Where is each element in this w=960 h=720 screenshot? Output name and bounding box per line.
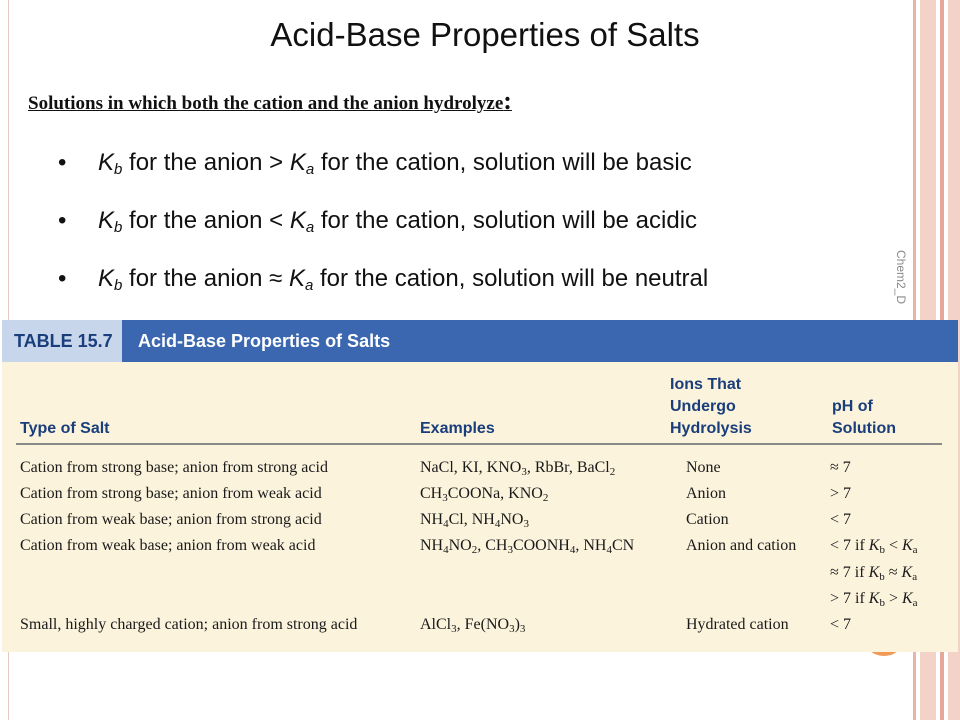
column-header-examples: Examples — [420, 420, 495, 437]
row-type: Cation from weak base; anion from strong acid — [20, 511, 322, 528]
slide-title: Acid-Base Properties of Salts — [270, 16, 700, 53]
header-divider — [16, 443, 942, 445]
row-type: Small, highly charged cation; anion from strong acid — [20, 616, 358, 633]
row-ph: < 7 — [830, 616, 852, 633]
row-examples: $NH_4Cl$, $NH_4NO_3$ — [420, 511, 529, 530]
row-ph: > 7 — [830, 485, 852, 502]
row-examples: $CH_3COONa$, $KNO_2$ — [420, 485, 549, 504]
row-ph: > 7 if $K_b > K_a$ — [830, 590, 918, 609]
row-type: Cation from strong base; anion from strong acid — [20, 459, 328, 476]
row-examples: NaCl, KI, $KNO_3$, RbBr, BaCl$_2$ — [420, 459, 616, 478]
bullet-item: • $K_b$ for the anion ≈ $K_a$ for the cation, solution will be neutral — [58, 265, 709, 294]
row-ions: Cation — [686, 511, 729, 528]
row-ions: None — [686, 459, 721, 476]
row-ions: Hydrated cation — [686, 616, 789, 633]
row-examples: AlCl$_3$, $Fe(NO_3)_3$ — [420, 616, 526, 635]
column-header-type: Type of Salt — [20, 420, 110, 437]
bullet-item: • $K_b$ for the anion < $K_a$ for the cation, solution will be acidic — [58, 207, 698, 236]
row-type: Cation from strong base; anion from weak acid — [20, 485, 322, 502]
column-header-ions: Ions That Undergo Hydrolysis — [670, 376, 752, 437]
slide-subtitle: Solutions in which both the cation and the anion hydrolyze: — [28, 86, 512, 115]
bullet-list — [58, 146, 708, 320]
table-header-bar — [2, 320, 958, 362]
row-ph: < 7 — [830, 511, 852, 528]
row-ph: < 7 if $K_b < K_a$ — [830, 537, 918, 556]
row-type: Cation from weak base; anion from weak acid — [20, 537, 316, 554]
salt-properties-table — [2, 320, 958, 652]
bullet-item: • $K_b$ for the anion > $K_a$ for the cation, solution will be basic — [58, 149, 692, 178]
side-label: Chem2_D — [894, 250, 908, 305]
row-ph: ≈ 7 if $K_b \approx K_a$ — [830, 564, 918, 583]
row-ions: Anion — [686, 485, 726, 502]
row-ions: Anion and cation — [686, 537, 797, 554]
row-ph: ≈ 7 — [830, 459, 851, 476]
table-number: TABLE 15.7 — [2, 320, 122, 362]
column-header-ph: pH of Solution — [832, 398, 896, 437]
row-examples: $NH_4NO_2$, $CH_3COONH_4$, $NH_4CN$ — [420, 537, 635, 556]
table-title: Acid-Base Properties of Salts — [138, 331, 391, 351]
